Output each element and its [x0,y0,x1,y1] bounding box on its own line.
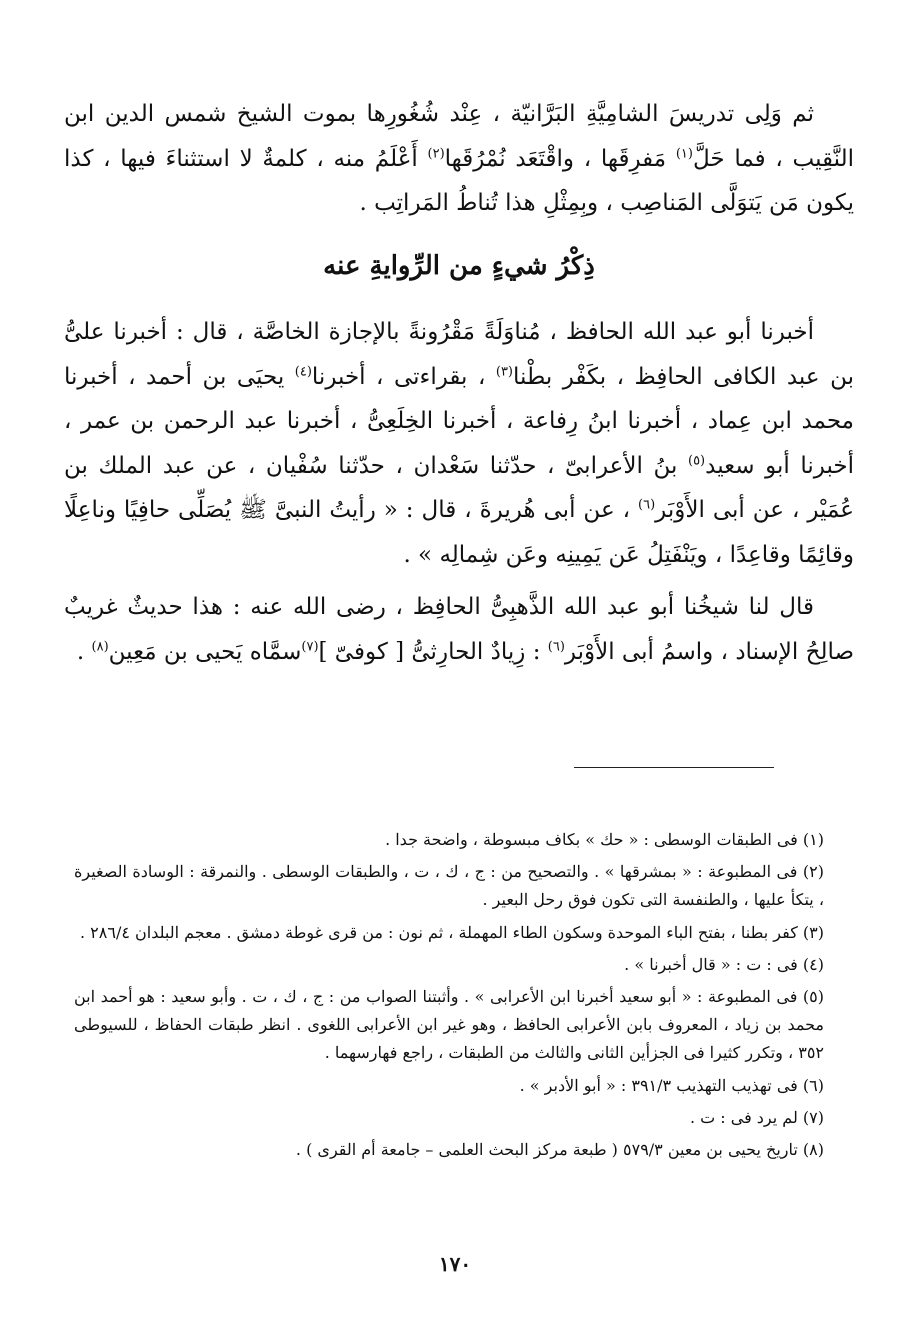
text-run: ، عن أبى هُريرةَ ، قال : « رأيتُ النبىَّ ﷺ يُصَلِّى حافِيًا وناعِلًا وقائِمًا وقاعِدًا ، ويَنْفَتِلُ عَن يَمِينِه وعَن شِمالِه » . [64,497,854,568]
paragraph-2 [64,310,854,577]
footnotes [74,826,824,1164]
footnote-ref[interactable]: (٦) [547,638,565,654]
footnote-7: (٧) لم يرد فى : ت . [689,1107,824,1127]
footnote-8: (٨) تاريخ يحيى بن معين ٥٧٩/٣ ( طبعة مركز البحث العلمى – جامعة أم القرى ) . [295,1140,824,1160]
footnote-ref[interactable]: (٦) [638,497,656,513]
text-run: قال لنا شيخُنا أبو عبد الله الذَّهبِىُّ الحافِظ ، رضى الله عنه : هذا حديثٌ غريبٌ صالِحُ الإسناد ، واسمُ أبى الأَوْبَر [64,594,854,665]
footnote-ref[interactable]: (٨) [91,638,109,654]
footnote-6: (٦) فى تهذيب التهذيب ٣٩١/٣ : « أبو الأدبر » . [519,1075,824,1095]
footnote-2: (٢) فى المطبوعة : « بمشرقها » . والتصحيح من : ج ، ك ، ت ، والطبقات الوسطى . والنمرقة : الوسادة الصغيرة ، يتكأ عليها ، والطنفسة التى تكون فوق رحل البعير . [74,862,824,910]
footnote-ref[interactable]: (٢) [427,145,445,161]
footnote-ref[interactable]: (٤) [294,363,312,379]
text-run: أَعْلَمُ منه ، كلمةٌ لا استثناءَ فيها ، كذا يكون مَن يَتوَلَّى المَناصِب ، وبِمِثْلِ هذا تُناطُ المَراتِب . [64,145,854,216]
section-heading: ذِكْرُ شيءٍ من الرِّوايةِ عنه [323,250,595,281]
footnote-ref[interactable]: (٥) [687,452,706,468]
text-run: بنُ الأعرابىّ ، حدّثنا سَعْدان ، حدّثنا سُفْيان ، عن عبد الملك بن عُمَيْر ، عن أبى الأَوْبَر [64,452,855,523]
text-run: . [76,638,92,665]
paragraph-1 [64,92,854,226]
footnote-4: (٤) فى : ت : « قال أخبرنا » . [624,954,824,974]
footnote-5: (٥) فى المطبوعة : « أبو سعيد أخبرنا ابن الأعرابى » . وأثبتنا الصواب من : ج ، ك ، ت . وأبو سعيد : هو أحمد ابن محمد بن زياد ، المعروف بابن الأعرابى الحافظ ، وهو غير ابن الأعرابى اللغوى . انظر طبقات الحفاظ ، للسيوطى ٣٥٢ ، وتكرر كثيرا فى الجزأين الثانى والثالث من الطبقات ، راجع فهارسهما . [74,987,825,1063]
footnote-ref[interactable]: (٧) [301,638,319,654]
footnote-ref[interactable]: (١) [675,145,693,161]
text-run: سمَّاه يَحيى بن مَعِين [108,638,302,665]
paragraph-3 [64,585,854,674]
footnote-1: (١) فى الطبقات الوسطى : « حك » بكاف مبسوطة ، واضحة جدا . [385,830,824,849]
text-run: مَفرِقَها ، واقْتَعَد نُمْرُقَها [444,145,676,172]
main-text [64,92,854,674]
text-run: ثم وَلِى تدريسَ الشامِيَّةِ البَرَّانيّة ، عِنْد شُغُورِها بموت الشيخ شمس الدين ابن النَّقِيب ، فما حَلَّ [64,101,854,172]
footnote-divider [574,767,774,768]
page-number: ١٧٠ [438,1252,472,1276]
text-run: يحيَى بن أحمد ، أخبرنا محمد ابن عِماد ، أخبرنا ابنُ رِفاعة ، أخبرنا الخِلَعِىُّ ، أخبرنا عبد الرحمن بن عمر ، أخبرنا أبو سعيد [64,363,854,479]
text-run: : زِيادٌ الحارِثىُّ [ كوفىّ ] [318,638,548,665]
footnote-3: (٣) كفر بطنا ، بفتح الباء الموحدة وسكون الطاء المهملة ، ثم نون : من قرى غوطة دمشق . معجم البلدان ٢٨٦/٤ . [80,922,824,942]
text-run: ، بقراءتى ، أخبرنا [311,363,496,390]
footnote-ref[interactable]: (٣) [495,363,513,379]
text-run: أخبرنا أبو عبد الله الحافظ ، مُناوَلَةً مَقْرُونةً بالإجازة الخاصَّة ، قال : أخبرنا علىُّ بن عبد الكافى الحافِظ ، بكَفْر بطْنا [64,319,854,390]
